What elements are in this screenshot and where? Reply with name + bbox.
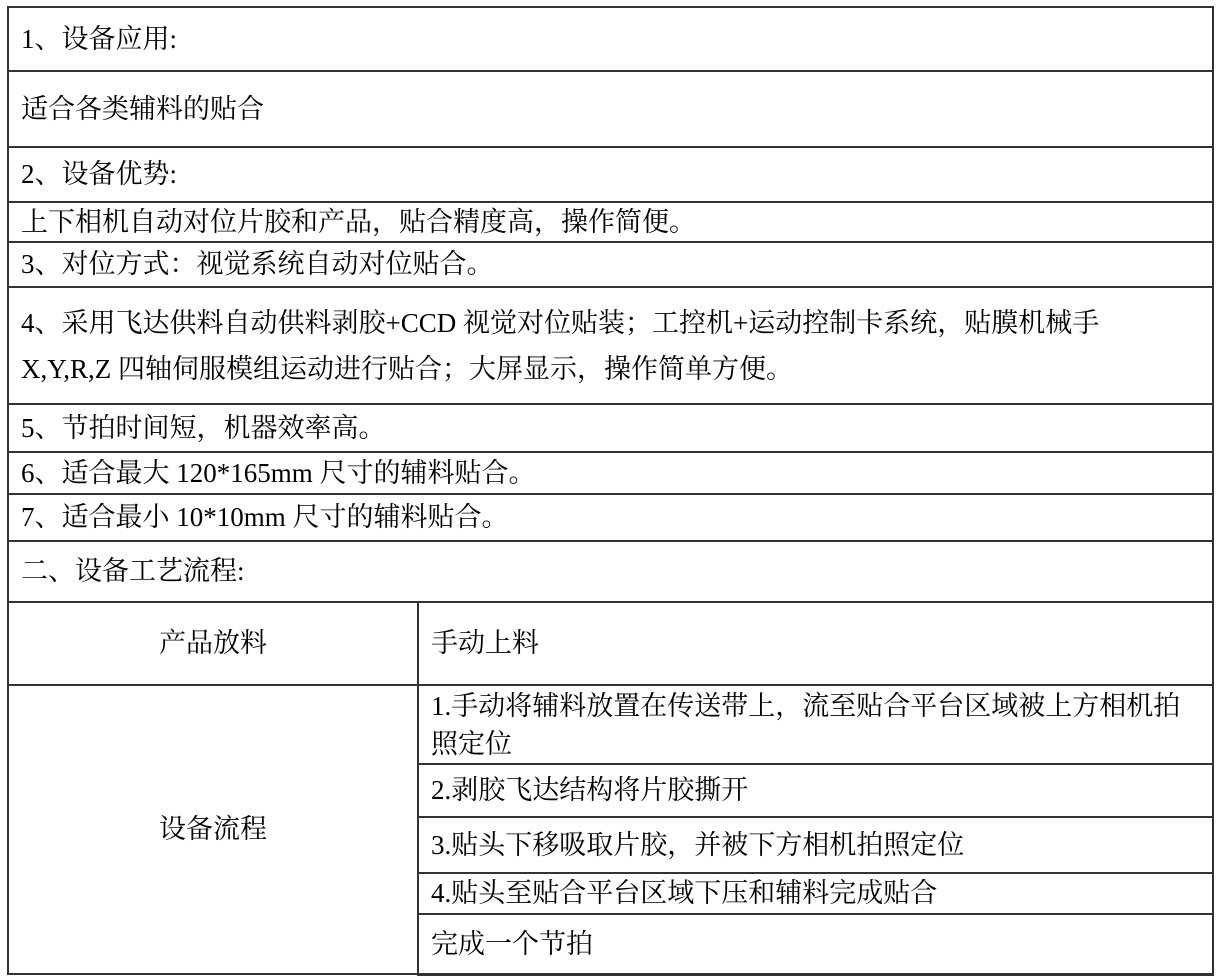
alignment-method-text: 3、对位方式：视觉系统自动对位贴合。 xyxy=(21,249,494,280)
equipment-spec-table xyxy=(7,6,1214,976)
table-row xyxy=(8,202,1213,242)
cell-min-size xyxy=(8,494,1213,541)
cycle-time-text: 5、节拍时间短，机器效率高。 xyxy=(21,412,386,443)
table-row xyxy=(8,541,1213,602)
table-row xyxy=(8,685,1213,764)
table-row xyxy=(8,287,1213,404)
feeder-system-line-2: X,Y,R,Z 四轴伺服模组运动进行贴合；大屏显示，操作简单方便。 xyxy=(21,353,794,384)
table-row xyxy=(8,7,1213,71)
cell-alignment-method xyxy=(8,242,1213,287)
device-flow-stage-label: 设备流程 xyxy=(159,814,267,845)
max-size-text: 6、适合最大 120*165mm 尺寸的辅料贴合。 xyxy=(21,457,536,488)
cell-flow-step-4 xyxy=(418,873,1213,914)
product-loading-stage-label: 产品放料 xyxy=(159,628,267,659)
cell-process-flow-heading xyxy=(8,541,1213,602)
table-row xyxy=(8,404,1213,452)
cell-equipment-application-body xyxy=(8,71,1213,147)
equipment-advantage-heading: 2、设备优势: xyxy=(21,159,178,190)
cell-device-flow-stage xyxy=(8,685,418,974)
equipment-application-body: 适合各类辅料的贴合 xyxy=(21,93,264,124)
cell-flow-step-2 xyxy=(418,764,1213,817)
min-size-text: 7、适合最小 10*10mm 尺寸的辅料贴合。 xyxy=(21,502,509,533)
cell-equipment-advantage-heading xyxy=(8,147,1213,202)
cell-equipment-advantage-body xyxy=(8,202,1213,242)
cell-feeder-system-description xyxy=(8,287,1213,404)
cell-product-loading-description xyxy=(418,602,1213,685)
table-row xyxy=(8,147,1213,202)
table-row xyxy=(8,452,1213,494)
cell-flow-step-1 xyxy=(418,685,1213,764)
flow-step-complete: 完成一个节拍 xyxy=(431,928,593,959)
cell-cycle-time xyxy=(8,404,1213,452)
table-row xyxy=(8,242,1213,287)
feeder-system-line-1: 4、采用飞达供料自动供料剥胶+CCD 视觉对位贴装；工控机+运动控制卡系统，贴膜机械手 xyxy=(21,307,1100,338)
flow-step-1: 1.手动将辅料放置在传送带上，流至贴合平台区域被上方相机拍照定位 xyxy=(431,690,1181,759)
table-row xyxy=(8,602,1213,685)
equipment-application-heading: 1、设备应用: xyxy=(21,23,178,54)
equipment-advantage-body: 上下相机自动对位片胶和产品，贴合精度高，操作简便。 xyxy=(21,206,696,237)
cell-max-size xyxy=(8,452,1213,494)
cell-flow-step-complete xyxy=(418,914,1213,974)
table-row xyxy=(8,71,1213,147)
flow-step-4: 4.贴头至贴合平台区域下压和辅料完成贴合 xyxy=(431,878,938,909)
process-flow-heading: 二、设备工艺流程: xyxy=(21,556,245,587)
table-row xyxy=(8,494,1213,541)
product-loading-description: 手动上料 xyxy=(431,628,539,659)
cell-equipment-application-heading xyxy=(8,7,1213,71)
cell-flow-step-3 xyxy=(418,817,1213,873)
flow-step-2: 2.剥胶飞达结构将片胶撕开 xyxy=(431,775,749,806)
flow-step-3: 3.贴头下移吸取片胶，并被下方相机拍照定位 xyxy=(431,829,965,860)
cell-product-loading-stage xyxy=(8,602,418,685)
